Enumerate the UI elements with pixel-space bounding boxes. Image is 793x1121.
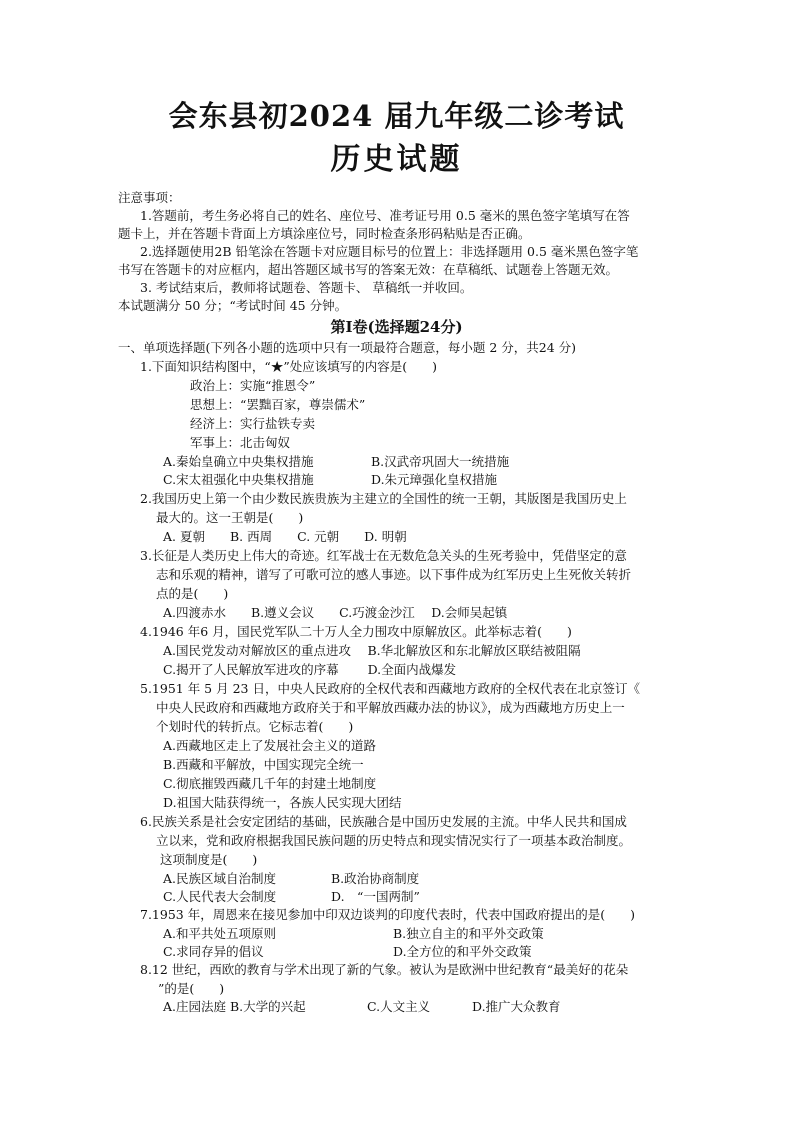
question-3-line-3: 点的是( ): [156, 586, 229, 601]
q6-option-a[interactable]: A.民族区域自治制度: [163, 871, 277, 886]
question-4-stem: 4.1946 年6 月，国民党军队二十万人全力围攻中原解放区。此举标志着( ): [140, 624, 572, 639]
note-2-line-1: 2.选择题使用2B 铅笔涂在答题卡对应题目标号的位置上：非选择题用 0.5 毫米黑色签字笔: [140, 244, 639, 259]
question-5-line-2: 中央人民政府和西藏地方政府关于和平解放西藏办法的协议》，成为西藏地方历史上一: [156, 700, 625, 715]
q1-option-a[interactable]: A.秦始皇确立中央集权措施: [163, 454, 314, 469]
section-title: 第Ⅰ卷(选择题24分): [330, 318, 463, 336]
question-7-stem: 7.1953 年，周恩来在接见参加中印双边谈判的印度代表时，代表中国政府提出的是( ): [140, 907, 635, 922]
question-6-line-1: 6.民族关系是社会安定团结的基础，民族融合是中国历史发展的主流。中华人民共和国成: [140, 814, 627, 829]
q6-option-b[interactable]: B.政治协商制度: [331, 871, 420, 886]
exam-title: 会东县初2024 届九年级二诊考试: [168, 99, 625, 133]
question-2-line-2: 最大的。这一王朝是( ): [156, 510, 304, 525]
q4-options-ab[interactable]: A.国民党发动对解放区的重点进攻 B.华北解放区和东北解放区联结被阻隔: [163, 643, 581, 658]
notes-label: 注意事项：: [118, 190, 181, 205]
q7-option-c[interactable]: C.求同存异的倡议: [163, 944, 264, 959]
note-1-line-2: 题卡上，并在答题卡背面上方填涂座位号，同时检查条形码粘贴是否正确。: [118, 226, 531, 241]
question-8-line-2: ”的是( ): [158, 981, 225, 996]
q1-structure-row-4: 军事上：北击匈奴: [190, 435, 291, 450]
q8-option-c[interactable]: C.人文主义: [367, 999, 431, 1014]
q5-option-c[interactable]: C.彻底摧毁西藏几千年的封建土地制度: [163, 776, 377, 791]
q8-option-d[interactable]: D.推广大众教育: [472, 999, 561, 1014]
q1-option-b[interactable]: B.汉武帝巩固大一统措施: [371, 454, 510, 469]
q6-option-c[interactable]: C.人民代表大会制度: [163, 889, 277, 904]
q4-options-cd[interactable]: C.揭开了人民解放军进攻的序幕 D.全面内战爆发: [163, 662, 457, 677]
q1-option-d[interactable]: D.朱元璋强化皇权措施: [371, 472, 498, 487]
q5-option-d[interactable]: D.祖国大陆获得统一，各族人民实现大团结: [163, 795, 402, 810]
q7-option-d[interactable]: D.全方位的和平外交政策: [393, 944, 532, 959]
question-3-line-2: 志和乐观的精神，谱写了可歌可泣的感人事迹。以下事件成为红军历史上生死攸关转折: [156, 567, 632, 582]
q1-structure-row-3: 经济上：实行盐铁专卖: [190, 416, 316, 431]
q3-options[interactable]: A.四渡赤水 B.遵义会议 C.巧渡金沙江 D.会师吴起镇: [163, 605, 508, 620]
q6-option-d[interactable]: D. “一国两制”: [331, 889, 420, 904]
note-4: 本试题满分 50 分；“考试时间 45 分钟。: [118, 298, 348, 313]
q7-option-b[interactable]: B.独立自主的和平外交政策: [393, 926, 544, 941]
note-2-line-2: 书写在答题卡的对应框内，超出答题区域书写的答案无效：在草稿纸、试题卷上答题无效。: [118, 262, 619, 277]
note-3: 3. 考试结束后，教师将试题卷、答题卡、 草稿纸一并收回。: [140, 280, 473, 295]
q8-options-ab[interactable]: A.庄园法庭 B.大学的兴起: [163, 999, 306, 1014]
note-1-line-1: 1.答题前，考生务必将自己的姓名、座位号、准考证号用 0.5 毫米的黑色签字笔填写在答: [140, 208, 630, 223]
q1-structure-row-2: 思想上：“罢黜百家，尊崇儒术”: [190, 397, 366, 412]
section-intro: 一、单项选择题(下列各小题的选项中只有一项最符合题意，每小题 2 分，共24 分): [118, 340, 577, 355]
q2-options[interactable]: A. 夏朝 B. 西周 C. 元朝 D. 明朝: [163, 529, 407, 544]
q1-structure-row-1: 政治上：实施“推恩令”: [190, 378, 316, 393]
question-5-line-1: 5.1951 年 5 月 23 日，中央人民政府的全权代表和西藏地方政府的全权代表在北京签订《: [140, 681, 640, 696]
question-6-line-2: 立以来，党和政府根据我国民族问题的历史特点和现实情况实行了一项基本政治制度。: [156, 833, 632, 848]
question-2-line-1: 2.我国历史上第一个由少数民族贵族为主建立的全国性的统一王朝，其版图是我国历史上: [140, 491, 627, 506]
q1-option-c[interactable]: C.宋太祖强化中央集权措施: [163, 472, 314, 487]
q5-option-b[interactable]: B.西藏和平解放，中国实现完全统一: [163, 757, 364, 772]
exam-subject-title: 历史试题: [330, 142, 463, 177]
question-3-line-1: 3.长征是人类历史上伟大的奇迹。红军战士在无数危急关头的生死考验中，凭借坚定的意: [140, 548, 627, 563]
question-1-stem: 1.下面知识结构图中，“★”处应该填写的内容是( ): [140, 359, 437, 374]
question-8-line-1: 8.12 世纪，西欧的教育与学术出现了新的气象。被认为是欧洲中世纪教育“最美好的花朵: [140, 962, 629, 977]
question-5-line-3: 个划时代的转折点。它标志着( ): [156, 719, 354, 734]
q7-option-a[interactable]: A.和平共处五项原则: [163, 926, 277, 941]
question-6-line-3: 这项制度是( ): [160, 852, 258, 867]
q5-option-a[interactable]: A.西藏地区走上了发展社会主义的道路: [163, 738, 377, 753]
